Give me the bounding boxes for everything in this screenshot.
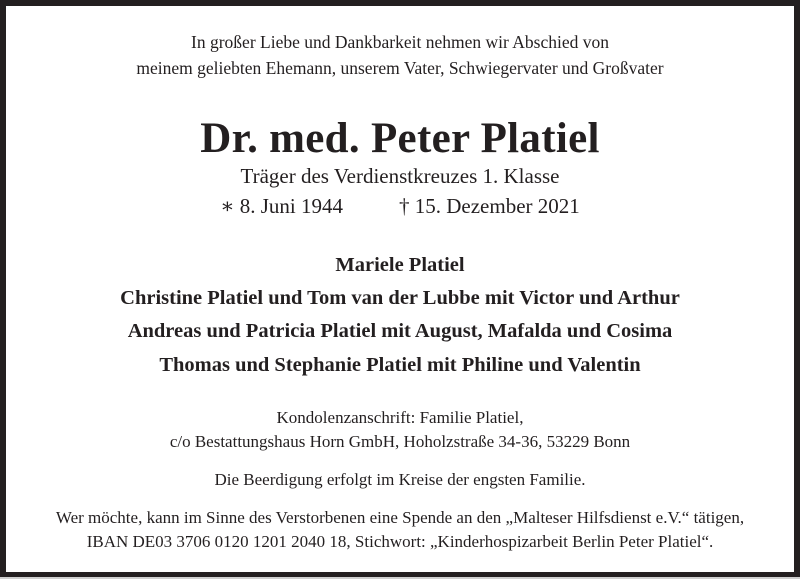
- dates-line: [6, 194, 794, 219]
- donation-line: Wer möchte, kann im Sinne des Verstorbenen eine Spende an den „Malteser Hilfsdienst e.V.“ tätigen,: [55, 508, 745, 527]
- obituary-notice: [6, 6, 794, 572]
- family-member: Thomas und Stephanie Platiel mit Philine und Valentin: [159, 354, 641, 376]
- honor-line: Träger des Verdienstkreuzes 1. Klasse: [240, 164, 560, 188]
- family-member: Mariele Platiel: [335, 254, 465, 276]
- family-member: Christine Platiel und Tom van der Lubbe mit Victor und Arthur: [120, 287, 680, 309]
- intro-line: In großer Liebe und Dankbarkeit nehmen wir Abschied von: [191, 32, 609, 52]
- funeral-note: Die Beerdigung erfolgt im Kreise der engsten Familie.: [214, 470, 586, 489]
- family-member: Andreas und Patricia Platiel mit August, Mafalda und Cosima: [127, 320, 673, 342]
- donation-line: IBAN DE03 3706 0120 1201 2040 18, Stichwort: „Kinderhospizarbeit Berlin Peter Platiel“.: [86, 532, 714, 551]
- birth-date: ∗ 8. Juni 1944: [220, 194, 343, 218]
- address-line: Kondolenzanschrift: Familie Platiel,: [276, 408, 524, 427]
- death-date: † 15. Dezember 2021: [399, 194, 580, 218]
- intro-line: meinem geliebten Ehemann, unserem Vater, Schwiegervater und Großvater: [136, 58, 664, 78]
- address-line: c/o Bestattungshaus Horn GmbH, Hoholzstraße 34-36, 53229 Bonn: [169, 432, 631, 451]
- deceased-name: Dr. med. Peter Platiel: [200, 115, 600, 162]
